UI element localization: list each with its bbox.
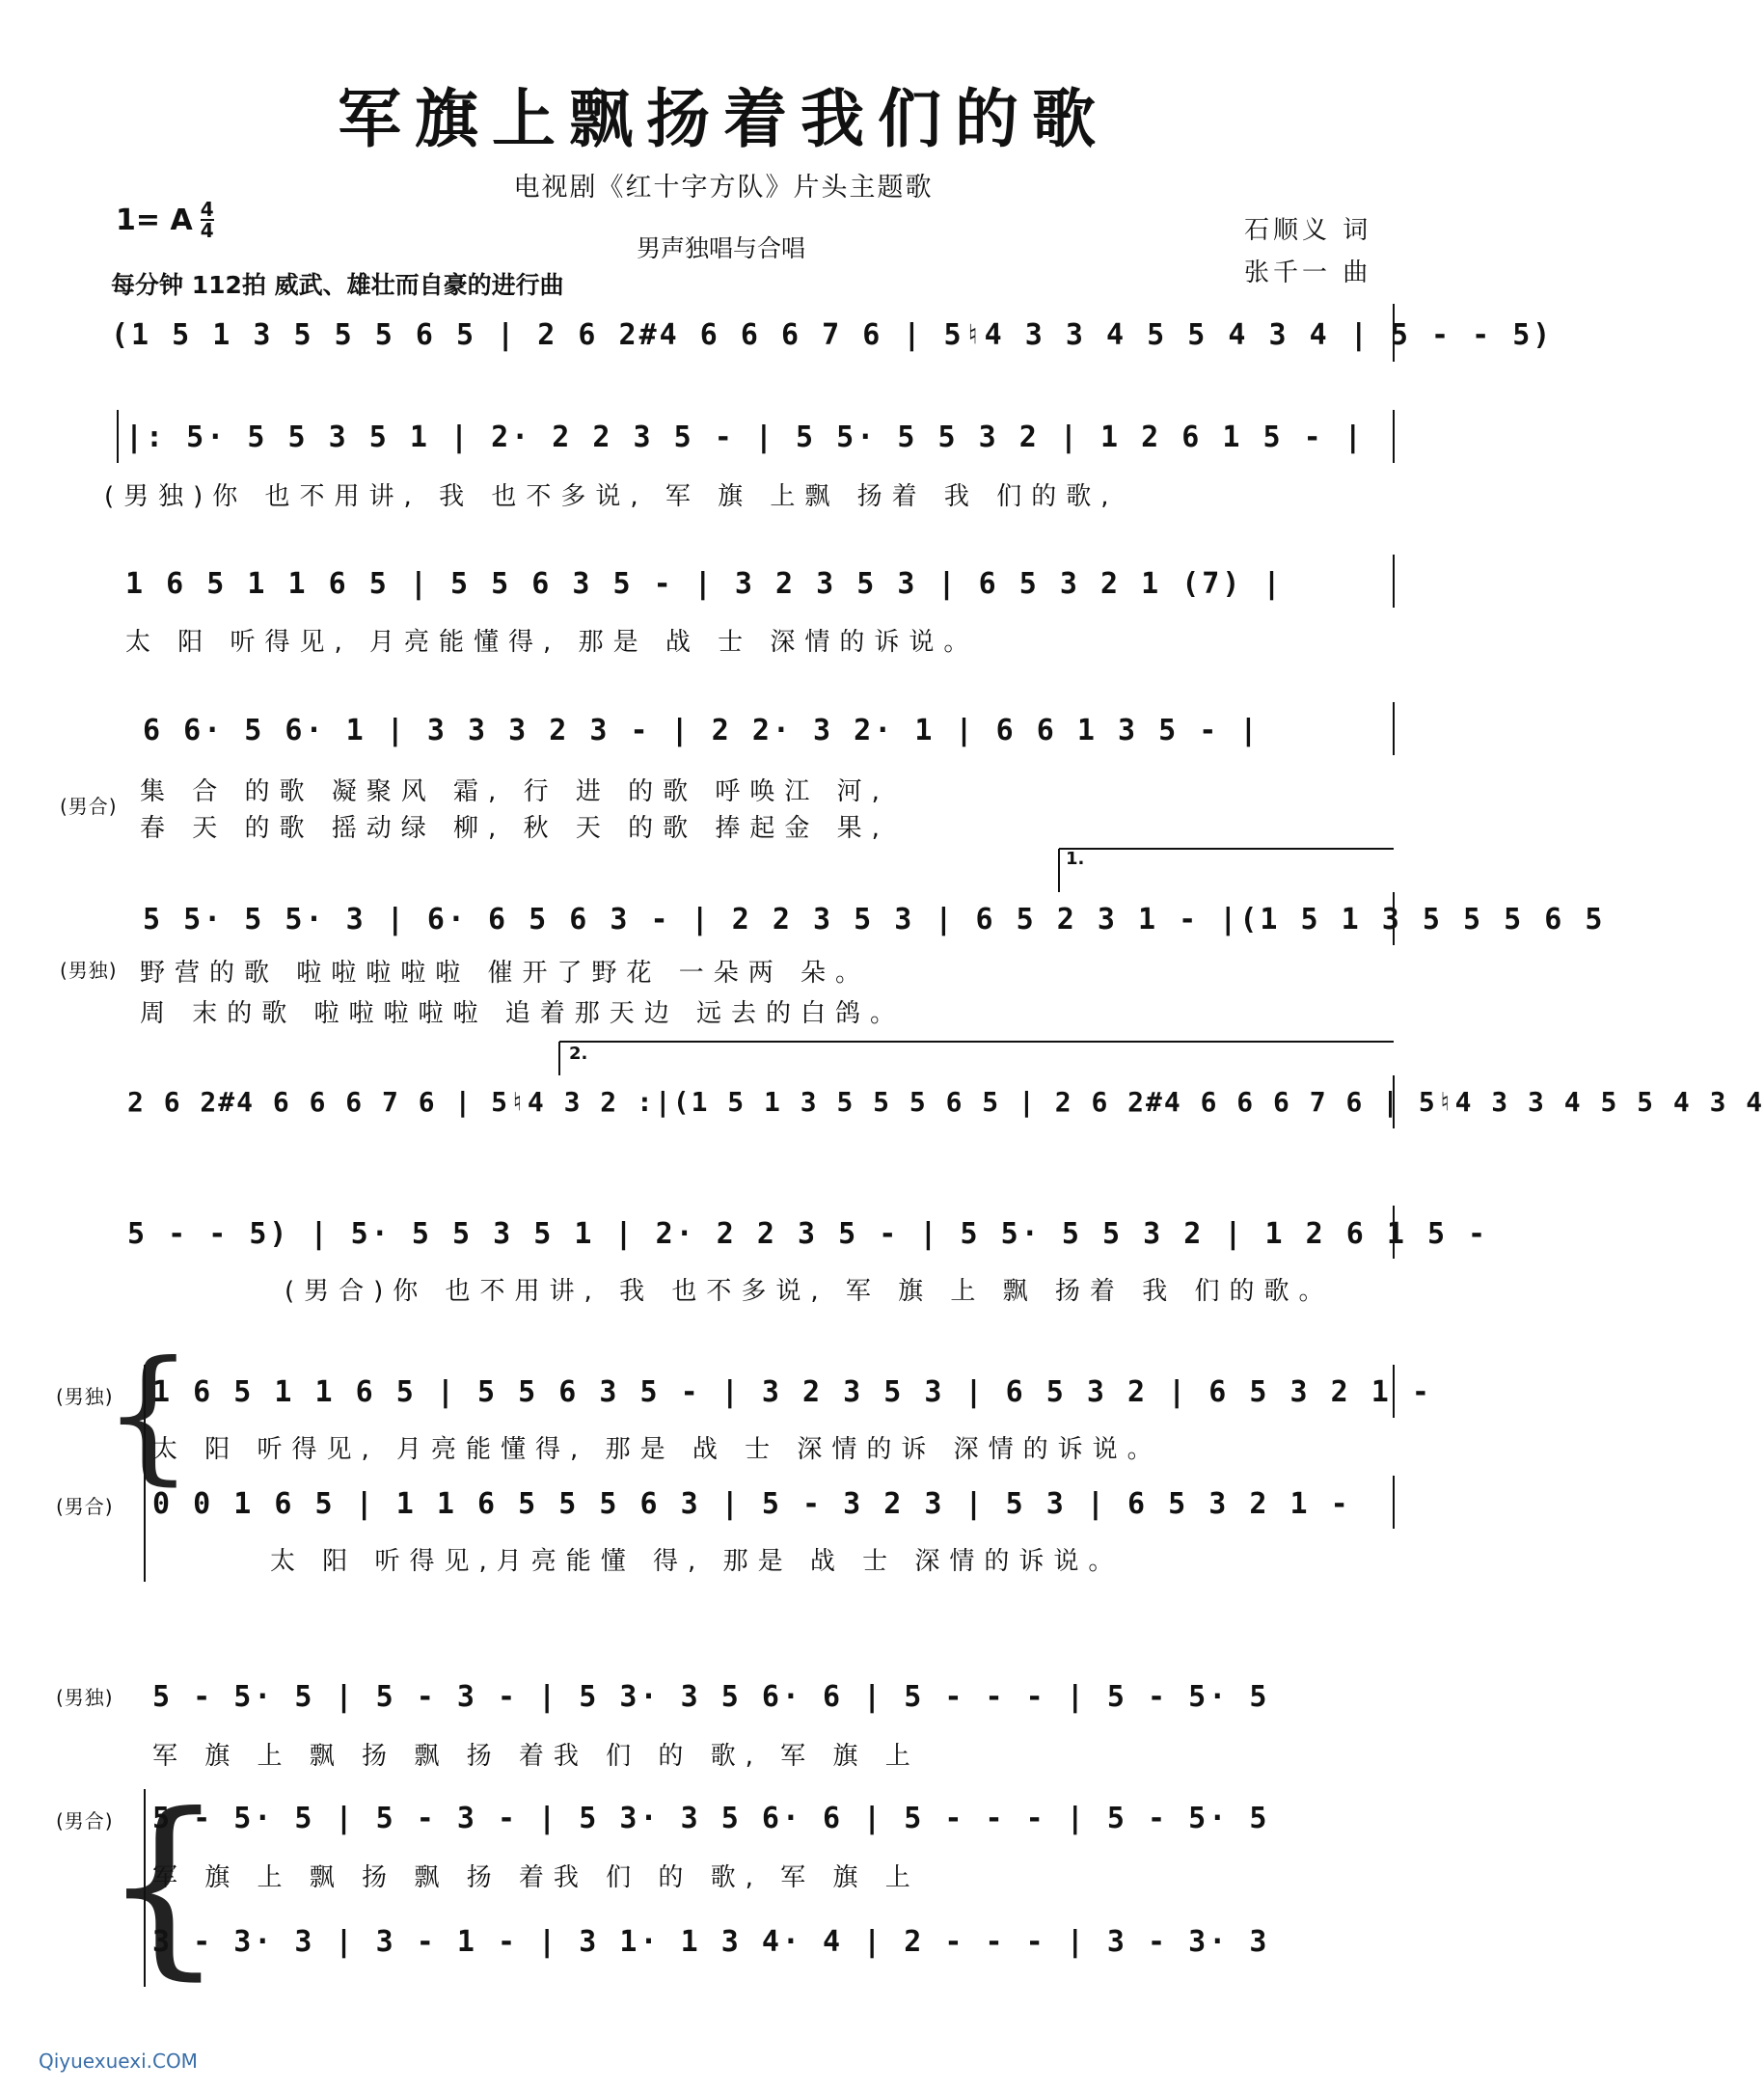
lyricist-credit: 石顺义 词 [1244,216,1372,245]
tempo-marking: 每分钟 112拍 威武、雄壮而自豪的进行曲 [111,271,564,299]
lyric-line-8a: 太 阳 听得见, 月亮能懂得, 那是 战 士 深情的诉 深情的诉说。 [152,1435,1162,1464]
voice-label: (男合) [60,795,118,818]
lyric-line-4a: 集 合 的歌 凝聚风 霜, 行 进 的歌 呼唤江 河, [140,777,889,806]
notation-line-8a: 1 6 5 1 1 6 5 | 5 5 6 3 5 - | 3 2 3 5 3 | 6 5 3 2 | 6 5 3 2 1 - [152,1375,1432,1409]
key-label: 1= A [116,203,193,237]
notation-line-2: |: 5· 5 5 3 5 1 | 2· 2 2 3 5 - | 5 5· 5 5 3 2 | 1 2 6 1 5 - | [125,421,1365,454]
voice-label-solo: (男独) [56,1686,114,1709]
notation-line-9b: 5 - 5· 5 | 5 - 3 - | 5 3· 3 5 6· 6 | 5 - - - | 5 - 5· 5 [152,1802,1270,1835]
lyric-line-9b: 军 旗 上 飘 扬 飘 扬 着我 们 的 歌, 军 旗 上 [152,1863,920,1892]
watermark: Qiyuexuexi.COM [39,2049,198,2073]
notation-line-8b: 0 0 1 6 5 | 1 1 6 5 5 5 6 3 | 5 - 3 2 3 | 5 3 | 6 5 3 2 1 - [152,1487,1351,1521]
staff-brace: { [102,1773,226,1997]
time-bottom: 4 [200,219,214,242]
lyric-line-3: 太 阳 听得见, 月亮能懂得, 那是 战 士 深情的诉说。 [125,628,979,657]
notation-line-9a: 5 - 5· 5 | 5 - 3 - | 5 3· 3 5 6· 6 | 5 - - - | 5 - 5· 5 [152,1680,1270,1714]
lyric-line-5b: 周 末的歌 啦啦啦啦啦 追着那天边 远去的白鸽。 [140,999,906,1028]
subtitle: 电视剧《红十字方队》片头主题歌 [513,173,934,203]
lyric-line-9a: 军 旗 上 飘 扬 飘 扬 着我 们 的 歌, 军 旗 上 [152,1742,920,1771]
notation-line-3: 1 6 5 1 1 6 5 | 5 5 6 3 5 - | 3 2 3 5 3 | 6 5 3 2 1 (7) | [125,567,1284,601]
notation-line-6: 2 6 2#4 6 6 6 7 6 | 5♮4 3 2 :|(1 5 1 3 5 5 5 6 5 | 2 6 2#4 6 6 6 7 6 | 5♮4 3 3 4 5 5 4 3 4 [127,1086,1764,1118]
lyric-line-8b: 太 阳 听得见,月亮能懂 得, 那是 战 士 深情的诉说。 [270,1547,1124,1576]
staff-brace: { [102,1331,195,1499]
page-title: 军旗上飘扬着我们的歌 [338,81,1109,156]
notation-line-1: (1 5 1 3 5 5 5 6 5 | 2 6 2#4 6 6 6 7 6 | 5♮4 3 3 4 5 5 4 3 4 | 5 - - 5) [111,318,1554,352]
notation-line-7: 5 - - 5) | 5· 5 5 3 5 1 | 2· 2 2 3 5 - | 5 5· 5 5 3 2 | 1 2 6 1 5 - [127,1217,1489,1251]
notation-line-4: 6 6· 5 6· 1 | 3 3 3 2 3 - | 2 2· 3 2· 1 | 6 6 1 3 5 - | [143,714,1261,747]
lyric-line-4b: 春 天 的歌 摇动绿 柳, 秋 天 的歌 捧起金 果, [140,814,889,843]
voice-label-solo: (男独) [56,1385,114,1408]
first-ending-label: 1. [1066,849,1085,869]
lyric-line-5a: 野营的歌 啦啦啦啦啦 催开了野花 一朵两 朵。 [140,959,871,988]
notation-line-5: 5 5· 5 5· 3 | 6· 6 5 6 3 - | 2 2 3 5 3 | 6 5 2 3 1 - |(1 5 1 3 5 5 5 6 5 [143,903,1606,936]
time-top: 4 [200,198,214,221]
voice-label-chorus: (男合) [56,1809,114,1832]
lyric-line-2: (男独)你 也不用讲, 我 也不多说, 军 旗 上飘 扬着 我 们的歌, [104,482,1119,511]
lyric-line-7: (男合)你 也不用讲, 我 也不多说, 军 旗 上 飘 扬着 我 们的歌。 [285,1277,1334,1306]
performance-note: 男声独唱与合唱 [637,234,806,262]
second-ending-label: 2. [569,1044,588,1064]
voice-label-chorus: (男合) [56,1495,114,1518]
notation-line-9c: 3 - 3· 3 | 3 - 1 - | 3 1· 1 3 4· 4 | 2 - - - | 3 - 3· 3 [152,1925,1270,1959]
voice-label: (男独) [60,959,118,982]
composer-credit: 张千一 曲 [1244,258,1372,287]
